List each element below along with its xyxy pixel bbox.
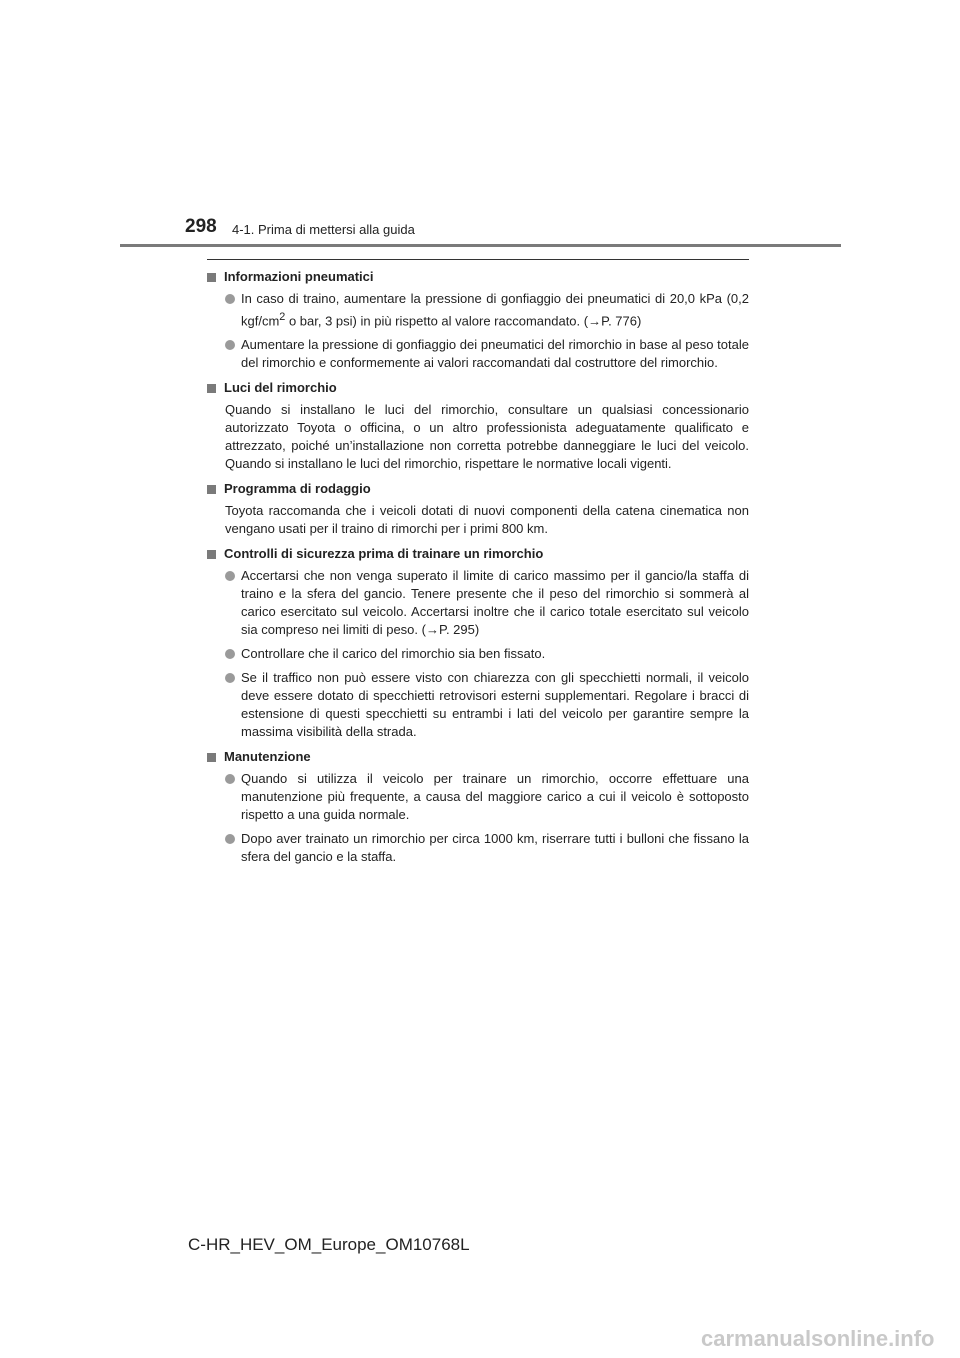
section-heading: Informazioni pneumatici xyxy=(224,269,374,284)
superscript: 2 xyxy=(279,311,286,323)
section-maintenance xyxy=(207,748,749,866)
section-break-in xyxy=(207,480,749,538)
bullet-text: Se il traffico non può essere visto con chiarezza con gli specchietti normali, il veicolo deve essere dotato di specchietti retrovisori esterni supplementari. Regolare i bracci di estensione di questi specchietti su entrambi i lati del veicolo per garantire sempre la massima visibilità della strada. xyxy=(241,670,749,740)
round-bullet-icon xyxy=(225,649,235,659)
square-bullet-icon xyxy=(207,485,216,494)
header-divider xyxy=(120,244,841,247)
section-heading: Manutenzione xyxy=(224,749,311,765)
round-bullet-icon xyxy=(225,673,235,683)
section-trailer-lights xyxy=(207,379,749,473)
square-bullet-icon xyxy=(207,753,216,762)
section-paragraph: Quando si installano le luci del rimorchio, consultare un qualsiasi concessionario autorizzato Toyota o officina, o un altro professionista adeguatamente qualificato e attrezzato, poiché un’installazione non corretta potrebbe danneggiare le luci del veicolo. Quando si installano le luci del rimorchio, rispettare le normative locali vigenti. xyxy=(225,402,749,472)
content-divider xyxy=(207,259,749,260)
square-bullet-icon xyxy=(207,550,216,559)
round-bullet-icon xyxy=(225,571,235,581)
watermark: carmanualsonline.info xyxy=(701,1326,935,1351)
bullet-text: Dopo aver trainato un rimorchio per circa 1000 km, riserrare tutti i bulloni che fissano la sfera del gancio e la staffa. xyxy=(241,831,749,865)
section-heading: Luci del rimorchio xyxy=(224,380,337,396)
round-bullet-icon xyxy=(225,340,235,350)
document-code: C-HR_HEV_OM_Europe_OM10768L xyxy=(188,1235,470,1254)
bullet-item xyxy=(207,645,749,663)
square-bullet-icon xyxy=(207,273,216,282)
bullet-item xyxy=(207,830,749,866)
content-body xyxy=(207,268,749,873)
page-number: 298 xyxy=(185,216,217,237)
round-bullet-icon xyxy=(225,834,235,844)
section-tire-info xyxy=(207,268,749,372)
bullet-text: Controllare che il carico del rimorchio sia ben fissato. xyxy=(241,646,546,662)
section-heading: Programma di rodaggio xyxy=(224,481,371,497)
bullet-item xyxy=(207,336,749,372)
square-bullet-icon xyxy=(207,384,216,393)
bullet-text: Quando si utilizza il veicolo per trainare un rimorchio, occorre effettuare una manutenzione più frequente, a causa del maggiore carico a cui il veicolo è sottoposto rispetto a una guida normale. xyxy=(241,771,749,823)
bullet-text-cont: o bar, 3 psi) in più rispetto al valore raccomandato. (→P. 776) xyxy=(285,313,642,329)
bullet-item xyxy=(207,669,749,741)
round-bullet-icon xyxy=(225,294,235,304)
section-heading: Controlli di sicurezza prima di trainare un rimorchio xyxy=(224,546,544,562)
bullet-item xyxy=(207,290,749,330)
round-bullet-icon xyxy=(225,774,235,784)
bullet-text: Aumentare la pressione di gonfiaggio dei pneumatici del rimorchio in base al peso totale del rimorchio e conformemente ai valori raccomandati dal costruttore del rimorchio. xyxy=(241,337,749,371)
section-paragraph: Toyota raccomanda che i veicoli dotati di nuovi componenti della catena cinematica non vengano usati per il traino di rimorchi per i primi 800 km. xyxy=(225,503,749,537)
bullet-text: In caso di traino, aumentare la pressione di gonfiaggio dei pneumatici di 20,0 kPa (0,2 kgf/cm xyxy=(241,291,749,329)
bullet-text: Accertarsi che non venga superato il limite di carico massimo per il gancio/la staffa di traino e la sfera del gancio. Tenere presente che il peso del rimorchio si sommerà al carico esercitato sul veicolo. Accertarsi inoltre che il carico totale esercitato sul veicolo sia compreso nei limiti di peso. (→P. 295) xyxy=(241,568,749,638)
bullet-item xyxy=(207,567,749,639)
bullet-item xyxy=(207,770,749,824)
section-title: 4-1. Prima di mettersi alla guida xyxy=(232,222,415,237)
section-safety-checks xyxy=(207,545,749,741)
